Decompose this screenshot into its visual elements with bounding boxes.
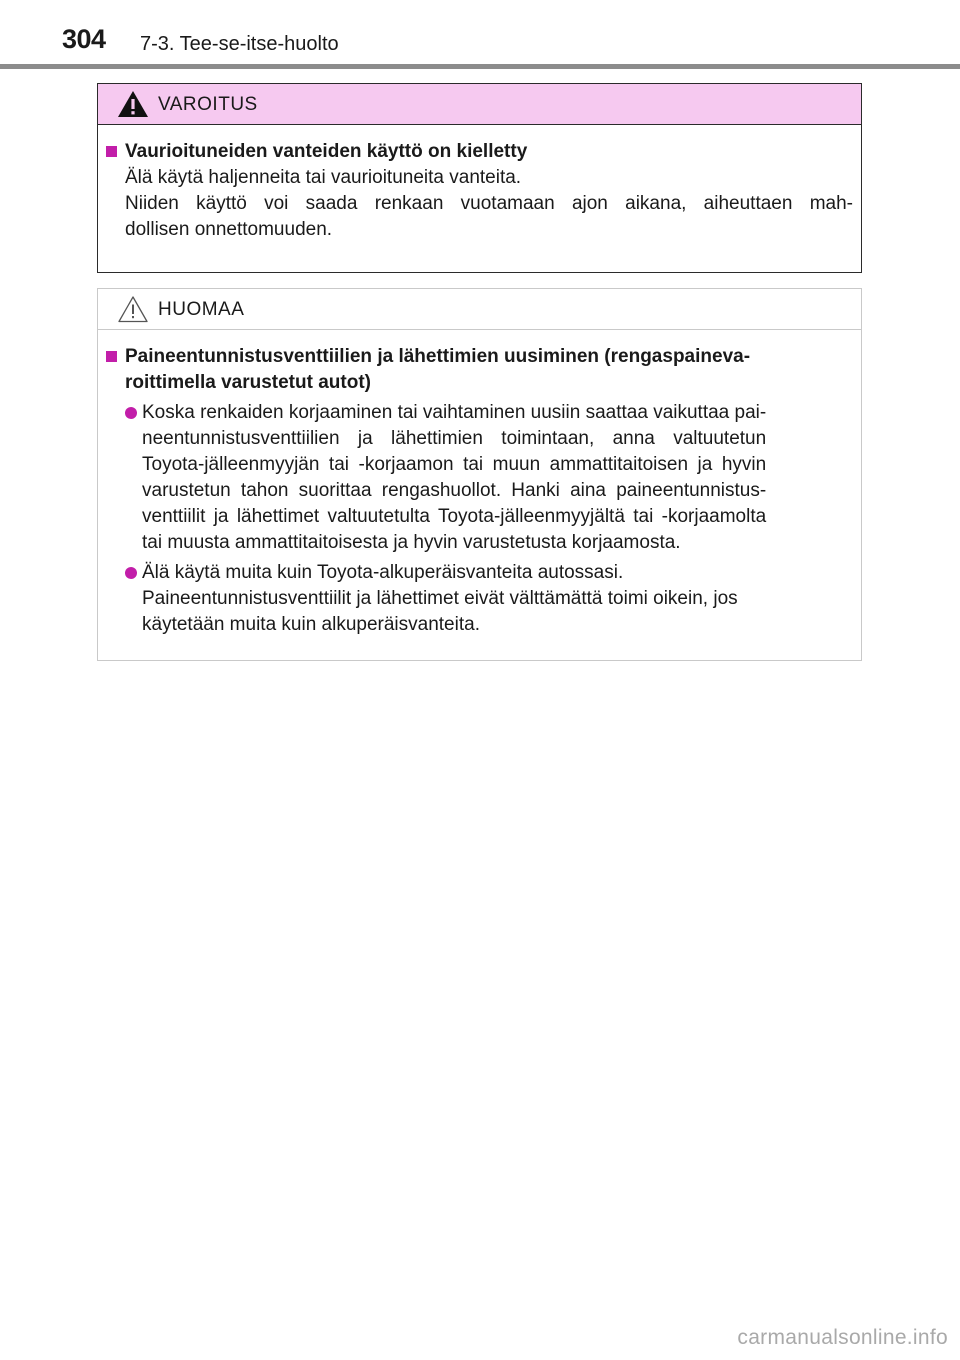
bullet-line: neentunnistusventtiilien ja lähettimien toimintaan, anna valtuutetun: [142, 428, 767, 449]
warning-box-header: [98, 84, 861, 125]
page-number: 304: [62, 24, 106, 54]
notice-box: [97, 288, 862, 661]
bullet-line: tai muusta ammattitaitoisesta ja hyvin varustetusta korjaamosta.: [142, 532, 681, 553]
square-bullet-icon: [106, 146, 117, 157]
bullet-line: varustetun tahon suorittaa rengashuollot. Hanki aina paineentunnistus-: [142, 480, 767, 501]
bullet-line: Älä käytä muita kuin Toyota-alkuperäisvanteita autossasi.: [142, 562, 624, 583]
warning-box: [97, 83, 862, 273]
notice-body: [98, 330, 861, 638]
notice-bullet-item: [106, 560, 853, 638]
section-title: 7-3. Tee-se-itse-huolto: [140, 33, 339, 55]
warning-label: VAROITUS: [158, 94, 258, 115]
warning-text: [106, 165, 853, 243]
notice-heading-text: [125, 344, 750, 396]
warning-line: Niiden käyttö voi saada renkaan vuotamaan ajon aikana, aiheuttaen mah-: [125, 193, 853, 214]
bullet-line: käytetään muita kuin alkuperäisvanteita.: [142, 614, 480, 635]
notice-bullet-text: [142, 560, 738, 638]
bullet-line: Paineentunnistusventtiilit ja lähettimet eivät välttämättä toimi oikein, jos: [142, 588, 738, 609]
notice-heading-line: roittimella varustetut autot): [125, 372, 371, 393]
notice-bullet-text: [142, 400, 766, 556]
notice-bullet-item: [106, 400, 853, 556]
warning-body: [98, 125, 861, 243]
warning-triangle-outline-icon: [116, 294, 150, 324]
warning-triangle-filled-icon: [116, 89, 150, 119]
bullet-line: venttiilit ja lähettimet valtuutetulta Toyota-jälleenmyyjältä tai -korjaamolta: [142, 506, 767, 527]
warning-line: dollisen onnettomuuden.: [125, 219, 333, 240]
warning-heading: [106, 139, 853, 165]
notice-label: HUOMAA: [158, 299, 245, 320]
notice-box-header: [98, 289, 861, 330]
bullet-line: Koska renkaiden korjaaminen tai vaihtaminen uusiin saattaa vaikuttaa pai-: [142, 402, 767, 423]
watermark: carmanualsonline.info: [737, 1326, 948, 1349]
notice-heading: [106, 344, 853, 396]
warning-heading-text: Vaurioituneiden vanteiden käyttö on kielletty: [125, 141, 528, 162]
round-bullet-icon: [125, 567, 137, 579]
warning-line: Älä käytä haljenneita tai vaurioituneita vanteita.: [125, 167, 522, 188]
notice-heading-line: Paineentunnistusventtiilien ja lähettimien uusiminen (rengaspaineva-: [125, 346, 751, 367]
round-bullet-icon: [125, 407, 137, 419]
header-divider: [0, 64, 960, 69]
square-bullet-icon: [106, 351, 117, 362]
bullet-line: Toyota-jälleenmyyjän tai -korjaamon tai muun ammattitaitoisen ja hyvin: [142, 454, 767, 475]
